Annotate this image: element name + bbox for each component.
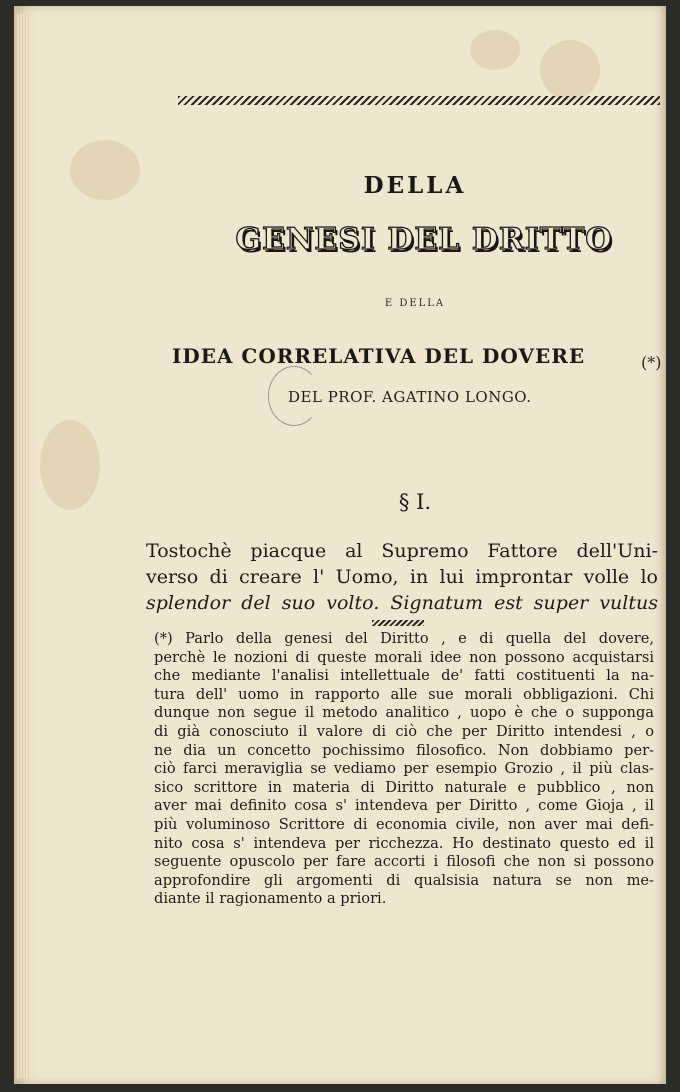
footnote: [154, 630, 654, 909]
body-line: verso di creare l' Uomo, in lui improntar volle lo: [146, 566, 658, 588]
footnote-mark: (*): [641, 353, 662, 372]
body-line: splendor del suo volto. Signatum est super vultus: [146, 592, 658, 614]
footnote-line: perchè le nozioni di queste morali idee non possono acquistarsi: [154, 648, 654, 666]
footnote-line: di già conosciuto il valore di ciò che per Diritto intendesi , o: [154, 722, 654, 740]
decorative-rule-top: [178, 96, 660, 105]
footnote-line: tura dell' uomo in rapporto alle sue morali obbligazioni. Chi: [154, 685, 654, 703]
footnote-line: approfondire gli argomenti di qualsisia natura se non me-: [154, 871, 654, 889]
footnote-line: che mediante l'analisi intellettuale de' fatti costituenti la na-: [154, 667, 654, 685]
footnote-line: ciò farci meraviglia se vediamo per esempio Grozio , il più clas-: [154, 760, 654, 778]
footnote-line: dunque non segue il metodo analitico , uopo è che o supponga: [154, 704, 654, 722]
paper-stain: [470, 30, 520, 70]
footnote-line: sico scrittore in materia di Diritto naturale e pubblico , non: [154, 778, 654, 796]
body-paragraph: [146, 538, 658, 616]
title-genesi-del-dritto: GENESI DEL DRITTO: [235, 222, 613, 257]
section-heading: § I.: [398, 490, 432, 514]
body-line: Tostochè piacque al Supremo Fattore dell'Uni-: [146, 540, 658, 562]
footnote-line: seguente opuscolo per fare accorti i filosofi che non si possono: [154, 853, 654, 871]
title-idea-correlativa: IDEA CORRELATIVA DEL DOVERE: [172, 344, 586, 368]
footnote-line: ne dia un concetto pochissimo filosofico. Non dobbiamo per-: [154, 741, 654, 759]
title-della: DELLA: [363, 172, 467, 199]
footnote-line: nito cosa s' intendeva per ricchezza. Ho destinato questo ed il: [154, 834, 654, 852]
title-e-della: E DELLA: [384, 298, 446, 309]
footnote-line: (*) Parlo della genesi del Diritto , e di quella del dovere,: [154, 630, 654, 647]
footnote-line: aver mai definito cosa s' intendeva per Diritto , come Gioja , il: [154, 797, 654, 815]
footnote-line: diante il ragionamento a priori.: [154, 890, 387, 908]
author-line: DEL PROF. AGATINO LONGO.: [288, 388, 532, 406]
paper-stain: [540, 40, 600, 100]
decorative-rule-mid: [372, 620, 424, 626]
footnote-line: più voluminoso Scrittore di economia civile, non aver mai defi-: [154, 815, 654, 833]
